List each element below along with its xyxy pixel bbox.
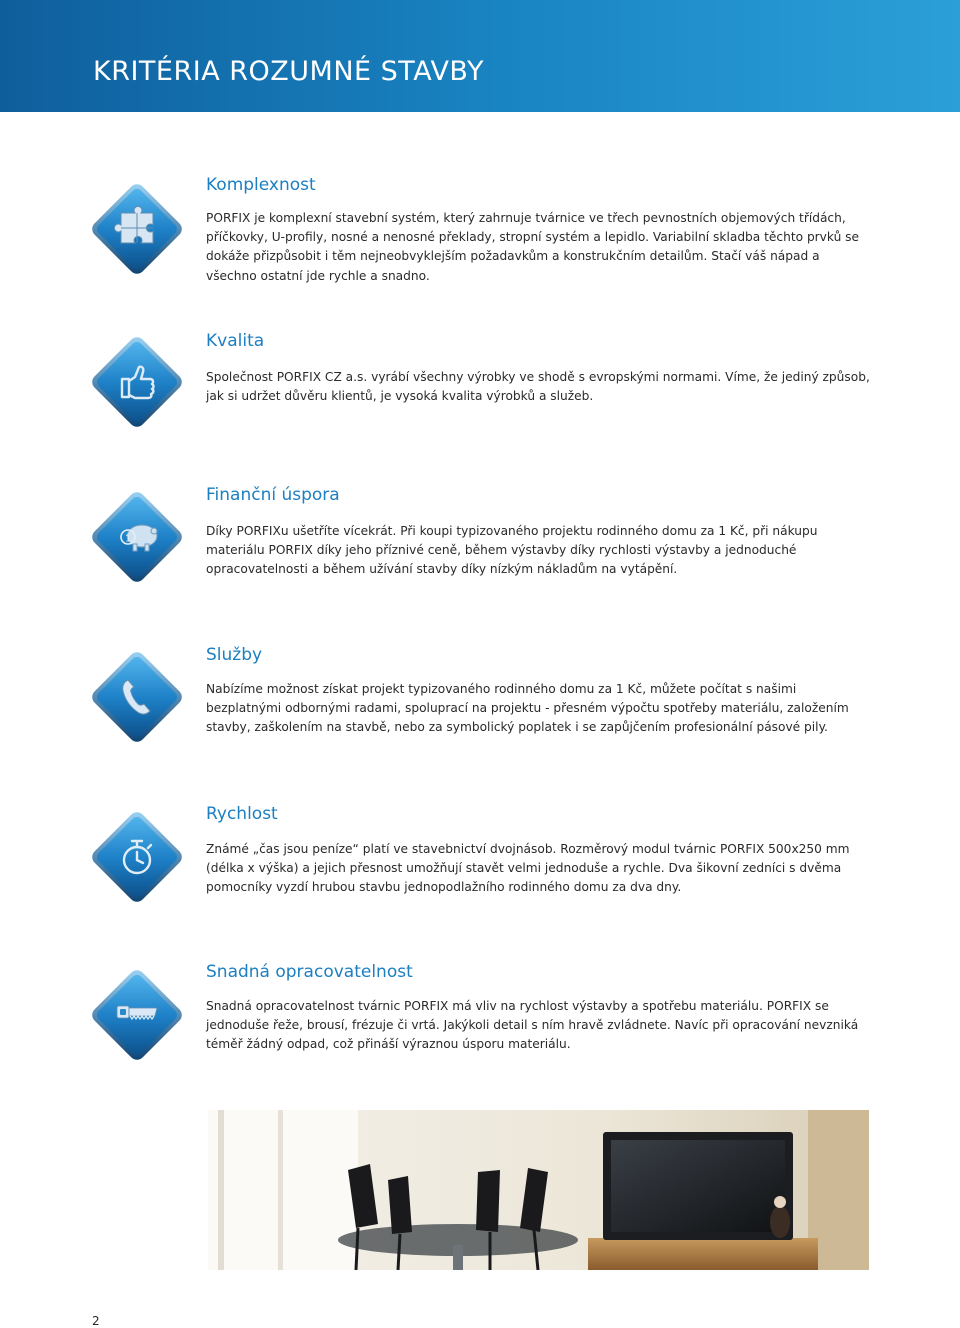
section-title: Rychlost — [206, 804, 278, 824]
section-body: PORFIX je komplexní stavební systém, který zahrnuje tvárnice ve třech pevnostních objemových třídách, příčkovky, U-profily, nosné a nenosné překlady, stropní systém a lepidlo. Variabilní skladba těchto prvků se dokáže přizpůsobit i těm nejneobvyklejším požadavkům a konstrukčním detailům. Stačí váš nápad a všechno ostatní jde rychle a snadno. — [206, 211, 860, 283]
section-body: Společnost PORFIX CZ a.s. vyrábí všechny výrobky ve shodě s evropskými normami. Víme, že jediný způsob, jak si udržet důvěru klientů, je vysoká kvalita výrobků a služeb. — [206, 370, 870, 404]
interior-photo — [208, 1110, 869, 1270]
section-body: Známé „čas jsou peníze“ platí ve stavebnictví dvojnásob. Rozměrový modul tvárnic PORFIX 500x250 mm (délka x výška) a jejich přesnost umožňují stavět velmi jednoduše a rychle. Dva šikovní zedníci s dvěma pomocníky vyzdí hrubou stavbu jednopodlažního rodinného domu za dva dny. — [206, 842, 850, 895]
section-body: Díky PORFIXu ušetříte vícekrát. Při koupi typizovaného projektu rodinného domu za 1 Kč, při nákupu materiálu PORFIX díky jeho příznivé ceně, během výstavby díky rychlosti výstavby a jednoduché opracovatelnosti a během užívání stavby díky nízkým nákladům na vytápění. — [206, 524, 818, 577]
section-title: Komplexnost — [206, 175, 316, 195]
section-body: Nabízíme možnost získat projekt typizovaného rodinného domu za 1 Kč, můžete počítat s našimi bezplatnými odbornými radami, spoluprací na projektu - přesném výpočtu spotřeby materiálu, založením stavby, zaškolením na stavbě, nebo za symbolický poplatek i se zapůjčením profesionální pásové pily. — [206, 682, 849, 735]
piggy-badge-number: 1 — [124, 533, 132, 545]
piggy-bank-icon — [84, 484, 190, 590]
phone-icon — [84, 644, 190, 750]
section-title: Kvalita — [206, 331, 265, 351]
stopwatch-icon — [84, 804, 190, 910]
thumbs-up-icon — [84, 329, 190, 435]
puzzle-icon — [84, 176, 190, 282]
section-body: Snadná opracovatelnost tvárnic PORFIX má vliv na rychlost výstavby a spotřebu materiálu. PORFIX se jednoduše řeže, brousí, frézuje či vrtá. Jakýkoli detail s ním hravě zvládnete. Navíc při opracování nevzniká téměř žádný odpad, což přináší výraznou úsporu materiálu. — [206, 999, 859, 1052]
saw-icon — [84, 962, 190, 1068]
section-title: Snadná opracovatelnost — [206, 962, 413, 982]
page-number: 2 — [92, 1314, 100, 1328]
section-title: Finanční úspora — [206, 485, 340, 505]
section-title: Služby — [206, 645, 263, 665]
page-header — [0, 0, 960, 112]
page-title: KRITÉRIA ROZUMNÉ STAVBY — [93, 56, 484, 87]
